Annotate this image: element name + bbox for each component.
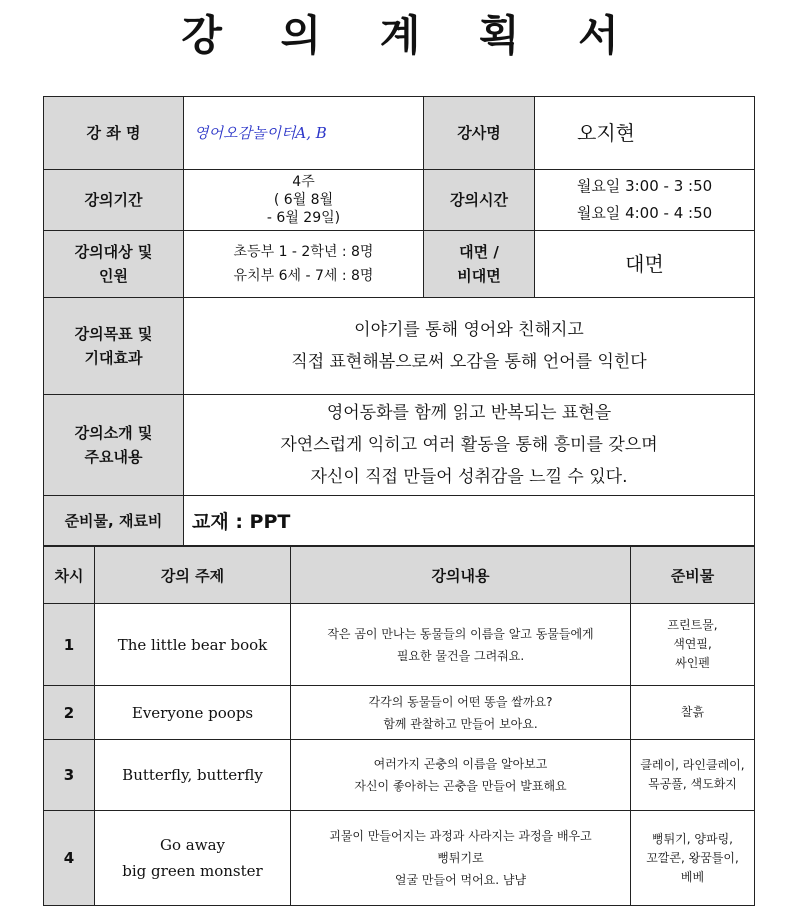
- instructor-value: 오지현: [535, 97, 755, 170]
- period-line: 4주: [292, 174, 315, 190]
- mode-label: [424, 231, 535, 298]
- intro-label-line: 주요내용: [84, 448, 143, 466]
- target-label-line: 인원: [99, 267, 128, 285]
- session-topic: [95, 604, 291, 686]
- topic-line: The little bear book: [117, 635, 268, 654]
- session-number: 4: [44, 811, 95, 906]
- course-info-table: [43, 96, 755, 546]
- prep-value: 교재 : PPT: [184, 496, 755, 546]
- materials-line: 색연필,: [673, 637, 712, 651]
- materials-line: 프린트물,: [667, 618, 718, 632]
- period-line: - 6월 29일): [266, 210, 341, 226]
- course-name-label: 강 좌 명: [44, 97, 184, 170]
- time-label: 강의시간: [424, 170, 535, 231]
- schedule-header: 준비물: [631, 547, 755, 604]
- schedule-header: 차시: [44, 547, 95, 604]
- time-line: 월요일 4:00 - 4 :50: [576, 204, 713, 222]
- content-line: 얼굴 만들어 먹어요. 냠냠: [394, 873, 527, 887]
- target-line: 유치부 6세 - 7세 : 8명: [233, 268, 374, 284]
- goal-line: 이야기를 통해 영어와 친해지고: [354, 320, 584, 340]
- goal-label-line: 기대효과: [84, 349, 143, 367]
- content-line: 함께 관찰하고 만들어 보아요.: [383, 716, 538, 731]
- session-content: [291, 686, 631, 740]
- instructor-label: 강사명: [424, 97, 535, 170]
- intro-label: [44, 395, 184, 496]
- session-content: [291, 740, 631, 811]
- topic-line: Everyone poops: [131, 703, 254, 722]
- session-number: 3: [44, 740, 95, 811]
- goal-line: 직접 표현해봄으로써 오감을 통해 언어를 익힌다: [291, 352, 647, 372]
- mode-label-line: 대면 /: [459, 243, 499, 261]
- content-line: 각각의 동물들이 어떤 똥을 쌀까요?: [368, 694, 553, 709]
- goal-label-line: 강의목표 및: [74, 325, 153, 343]
- session-topic: [95, 811, 291, 906]
- session-content: [291, 811, 631, 906]
- time-line: 월요일 3:00 - 3 :50: [576, 177, 713, 195]
- session-topic: [95, 686, 291, 740]
- session-number: 2: [44, 686, 95, 740]
- prep-label: 준비물, 재료비: [44, 496, 184, 546]
- content-line: 작은 곰이 만나는 동물들의 이름을 알고 동물들에게: [327, 626, 594, 641]
- schedule-header: 강의내용: [291, 547, 631, 604]
- session-materials: [631, 740, 755, 811]
- intro-line: 자연스럽게 익히고 여러 활동을 통해 흥미를 갖으며: [280, 435, 658, 455]
- session-materials: [631, 811, 755, 906]
- materials-line: 베베: [680, 869, 705, 884]
- intro-value: [184, 395, 755, 496]
- goal-value: [184, 298, 755, 395]
- target-line: 초등부 1 - 2학년 : 8명: [233, 244, 374, 260]
- intro-line: 자신이 직접 만들어 성취감을 느낄 수 있다.: [310, 467, 628, 487]
- materials-line: 목공풀, 색도화지: [648, 777, 737, 791]
- table-row: [44, 811, 755, 906]
- session-topic: [95, 740, 291, 811]
- table-row: [44, 740, 755, 811]
- period-line: ( 6월 8월: [273, 192, 334, 208]
- goal-label: [44, 298, 184, 395]
- period-value: [184, 170, 424, 231]
- session-content: [291, 604, 631, 686]
- mode-value: 대면: [535, 231, 755, 298]
- content-line: 필요한 물건을 그려줘요.: [396, 648, 525, 663]
- content-line: 자신이 좋아하는 곤충을 만들어 발표해요: [354, 779, 567, 793]
- materials-line: 꼬깔콘, 왕꿈틀이,: [646, 850, 739, 865]
- mode-label-line: 비대면: [457, 267, 501, 285]
- schedule-table: [43, 546, 755, 906]
- session-materials: [631, 686, 755, 740]
- table-row: [44, 604, 755, 686]
- content-line: 여러가지 곤충의 이름을 알아보고: [373, 757, 548, 771]
- content-line: 뻥튀기로: [437, 851, 484, 865]
- topic-line: big green monster: [122, 862, 263, 880]
- materials-line: 뻥튀기, 양파링,: [652, 831, 733, 846]
- topic-line: Go away: [160, 836, 225, 854]
- time-value: [535, 170, 755, 231]
- intro-line: 영어동화를 함께 읽고 반복되는 표현을: [326, 403, 612, 423]
- materials-line: 찰흙: [680, 705, 705, 719]
- materials-line: 싸인펜: [675, 656, 710, 670]
- topic-line: Butterfly, butterfly: [122, 766, 263, 784]
- schedule-header: 강의 주제: [95, 547, 291, 604]
- session-materials: [631, 604, 755, 686]
- course-name-value: 영어오감놀이터A, B: [184, 97, 424, 170]
- content-line: 괴물이 만들어지는 과정과 사라지는 과정을 배우고: [329, 829, 592, 843]
- target-label-line: 강의대상 및: [74, 243, 153, 261]
- table-row: [44, 686, 755, 740]
- session-number: 1: [44, 604, 95, 686]
- materials-line: 클레이, 라인클레이,: [640, 758, 745, 772]
- intro-label-line: 강의소개 및: [74, 424, 153, 442]
- target-label: [44, 231, 184, 298]
- document-title: 강 의 계 획 서: [181, 11, 641, 60]
- target-value: [184, 231, 424, 298]
- period-label: 강의기간: [44, 170, 184, 231]
